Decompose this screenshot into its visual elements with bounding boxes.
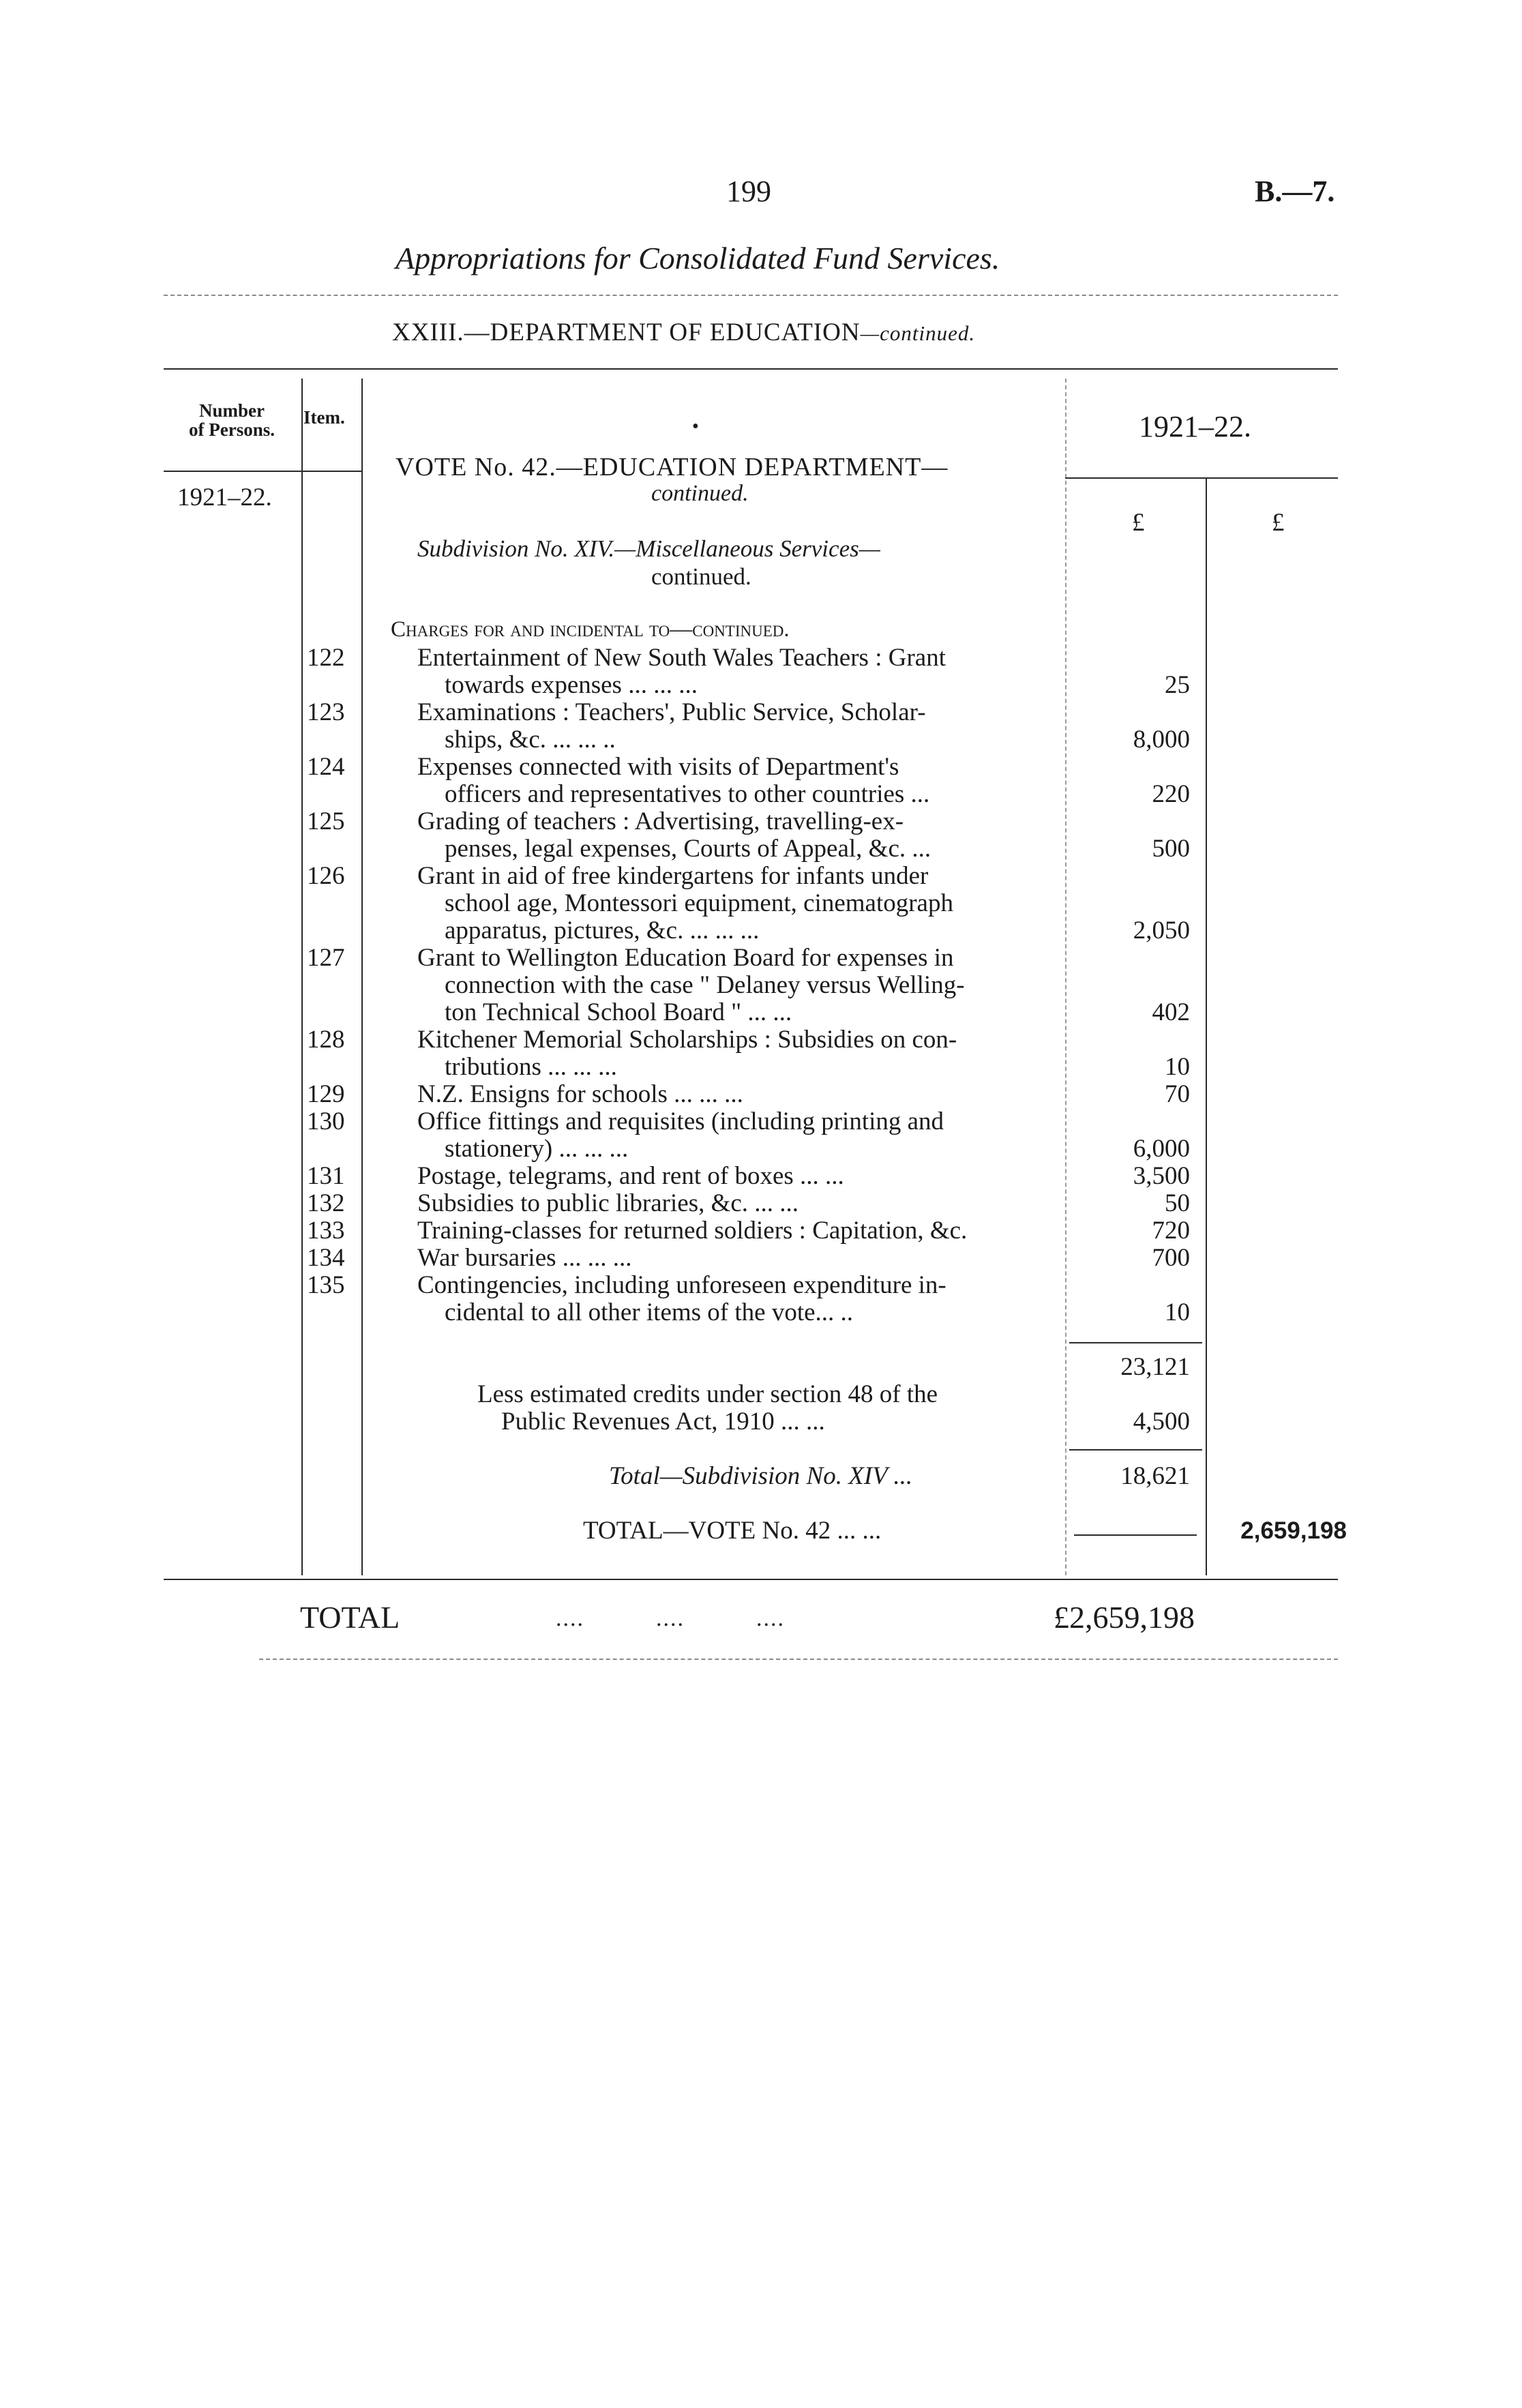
section-title (392, 318, 975, 347)
item-number: 133 (307, 1217, 345, 1245)
persons-header-rule (164, 471, 361, 472)
page-number: 199 (726, 175, 771, 208)
credits-label-line1: Less estimated credits under section 48 of the (477, 1380, 938, 1408)
item-description: Expenses connected with visits of Department's (417, 753, 899, 781)
persons-header (167, 401, 297, 439)
subtotal-amount: 23,121 (1120, 1353, 1190, 1381)
item-description: Kitchener Memorial Scholarships : Subsidies on con- (417, 1026, 957, 1054)
page-title: Appropriations for Consolidated Fund Services. (396, 241, 1000, 276)
item-number: 130 (307, 1108, 345, 1135)
year-header: 1921–22. (1139, 410, 1251, 443)
item-description: officers and representatives to other countries ... (445, 780, 930, 808)
item-number: 127 (307, 944, 345, 972)
item-description: connection with the case " Delaney versus Welling- (445, 971, 965, 999)
grand-total-amount: £2,659,198 (1054, 1600, 1195, 1635)
item-number: 124 (307, 753, 345, 781)
currency-header-1: £ (1132, 509, 1145, 537)
item-number: 132 (307, 1189, 345, 1217)
bottom-rule (259, 1659, 1338, 1660)
item-description: Grant in aid of free kindergartens for infants under (417, 862, 929, 890)
item-number: 135 (307, 1271, 345, 1299)
item-description: Grant to Wellington Education Board for expenses in (417, 944, 954, 972)
item-amount: 3,500 (1133, 1162, 1190, 1190)
item-description: Grading of teachers : Advertising, travelling-ex- (417, 807, 904, 835)
item-amount: 70 (1165, 1080, 1190, 1108)
item-amount: 50 (1165, 1189, 1190, 1217)
table-top-rule (164, 368, 1338, 370)
item-description: N.Z. Ensigns for schools ... ... ... (417, 1080, 743, 1108)
item-amount: 2,050 (1133, 917, 1190, 945)
header-bullet: • (692, 416, 699, 437)
item-description: Contingencies, including unforeseen expenditure in- (417, 1271, 946, 1299)
item-number: 126 (307, 862, 345, 890)
subdivision-title: Subdivision No. XIV.—Miscellaneous Services— (417, 535, 880, 562)
title-rule (164, 295, 1338, 296)
table-bottom-rule (164, 1579, 1338, 1580)
item-description: penses, legal expenses, Courts of Appeal, &c. ... (445, 835, 931, 863)
item-description: Examinations : Teachers', Public Service, Scholar- (417, 698, 926, 726)
item-number: 128 (307, 1026, 345, 1054)
item-amount: 8,000 (1133, 726, 1190, 754)
persons-year: 1921–22. (177, 484, 272, 511)
subdivision-total-label: Total—Subdivision No. XIV ... (609, 1462, 913, 1490)
item-description: cidental to all other items of the vote... .. (445, 1298, 854, 1326)
item-description: towards expenses ... ... ... (445, 671, 698, 699)
item-number: 123 (307, 698, 345, 726)
persons-header-line2: of Persons. (189, 419, 275, 440)
item-number: 125 (307, 807, 345, 835)
item-description: Entertainment of New South Wales Teachers : Grant (417, 644, 946, 672)
item-description: tributions ... ... ... (445, 1053, 617, 1081)
amount-header-rule (1065, 477, 1338, 479)
amount-column-rule (1065, 378, 1066, 1575)
item-number: 131 (307, 1162, 345, 1190)
vote-total-label: TOTAL—VOTE No. 42 ... ... (583, 1517, 882, 1545)
item-number: 122 (307, 644, 345, 672)
persons-column-rule (301, 378, 303, 1575)
item-description: ships, &c. ... ... .. (445, 726, 616, 754)
subdivision-continued: continued. (651, 563, 751, 590)
grand-total-label: TOTAL (300, 1600, 400, 1635)
credits-label-line2: Public Revenues Act, 1910 ... ... (501, 1408, 825, 1436)
subtotal-rule (1069, 1342, 1202, 1343)
item-amount: 10 (1165, 1298, 1190, 1326)
item-amount: 700 (1152, 1244, 1190, 1272)
item-amount: 6,000 (1133, 1135, 1190, 1163)
vote-title: VOTE No. 42.—EDUCATION DEPARTMENT— (396, 453, 949, 481)
section-continued: —continued. (860, 321, 976, 345)
item-column-rule (361, 378, 363, 1575)
section-title-text: XXIII.—DEPARTMENT OF EDUCATION (392, 318, 861, 346)
item-description: War bursaries ... ... ... (417, 1244, 632, 1272)
charges-heading: Charges for and incidental to—continued. (391, 617, 790, 642)
grand-total-leaders: .... .... .... (556, 1606, 785, 1631)
item-number: 134 (307, 1244, 345, 1272)
item-description: school age, Montessori equipment, cinematograph (445, 889, 953, 917)
subdivision-total-rule (1069, 1449, 1202, 1451)
item-description: Subsidies to public libraries, &c. ... ... (417, 1189, 799, 1217)
item-description: ton Technical School Board " ... ... (445, 998, 792, 1026)
item-amount: 402 (1152, 998, 1190, 1026)
item-amount: 10 (1165, 1053, 1190, 1081)
document-reference: B.—7. (1255, 175, 1335, 208)
total-column-rule (1206, 477, 1207, 1575)
item-amount: 25 (1165, 671, 1190, 699)
currency-header-2: £ (1272, 509, 1285, 537)
vote-total-dash (1074, 1534, 1197, 1536)
item-description: Training-classes for returned soldiers : Capitation, &c. (417, 1217, 968, 1245)
item-amount: 500 (1152, 835, 1190, 863)
item-description: Office fittings and requisites (including printing and (417, 1108, 944, 1135)
item-amount: 720 (1152, 1217, 1190, 1245)
item-description: Postage, telegrams, and rent of boxes ... ... (417, 1162, 844, 1190)
persons-header-line1: Number (199, 400, 265, 421)
item-amount: 220 (1152, 780, 1190, 808)
item-description: apparatus, pictures, &c. ... ... ... (445, 917, 760, 945)
vote-continued: continued. (651, 481, 749, 506)
vote-total-amount: 2,659,198 (1240, 1517, 1347, 1544)
item-description: stationery) ... ... ... (445, 1135, 629, 1163)
item-number: 129 (307, 1080, 345, 1108)
subdivision-total-amount: 18,621 (1120, 1462, 1190, 1490)
credits-amount: 4,500 (1133, 1408, 1190, 1436)
item-header: Item. (303, 407, 345, 428)
